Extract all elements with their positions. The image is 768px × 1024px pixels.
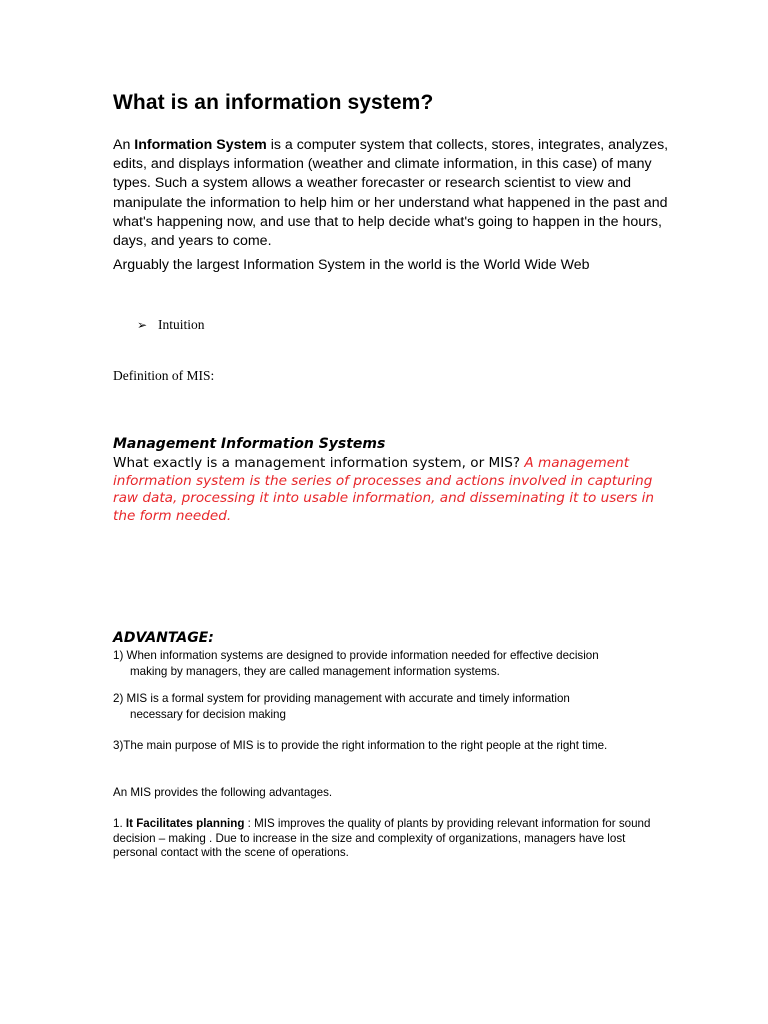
- advantage-item-1-line-1: 1) When information systems are designed to provide information needed for effective decision: [113, 649, 599, 662]
- definition-label: Definition of MIS:: [113, 368, 215, 383]
- intro-text: is a computer system that collects, stores, integrates, analyzes, edits, and displays information (weather and climate information, in this case) of many types. Such a system allows a weather forecaster or research scientist to view and manipulate the information to help him or her understand what happened in the past and what's happening now, and use that to help decide what's going to happen in the hours, days, and years to come.: [113, 137, 669, 250]
- advantages-intro: An MIS provides the following advantages.: [113, 786, 333, 799]
- mis-answer: A management information system is the series of processes and actions involved in capturing raw data, processing it into usable information, and disseminating it to users in the form needed.: [113, 455, 655, 524]
- arguably-sentence: Arguably the largest Information System in the world is the World Wide Web: [113, 257, 590, 273]
- advantage-heading: ADVANTAGE:: [113, 630, 214, 646]
- advantage-item-3-line-1: 3)The main purpose of MIS is to provide the right information to the right people at the right time.: [113, 739, 608, 752]
- mis-heading: Management Information Systems: [113, 436, 386, 452]
- advantage-item-2-line-2: necessary for decision making: [130, 707, 286, 721]
- advantage-item-2-line-1: 2) MIS is a formal system for providing management with accurate and timely information: [113, 692, 570, 705]
- intro-term: Information System: [134, 137, 267, 153]
- bullet-label: Intuition: [158, 317, 205, 332]
- advantage-item-3: [113, 738, 673, 754]
- arrow-bullet-icon: ➢: [137, 318, 148, 332]
- page-title: What is an information system?: [113, 91, 434, 114]
- intro-lead: An: [113, 137, 135, 153]
- advantage-item-1-line-2: making by managers, they are called management information systems.: [130, 664, 500, 678]
- point-term: It Facilitates planning: [125, 817, 245, 830]
- bullet-item-intuition: [137, 317, 205, 333]
- mis-question: What exactly is a management information system, or MIS?: [113, 455, 525, 471]
- point-number: 1.: [113, 817, 126, 830]
- advantage-item-2: [113, 691, 673, 722]
- advantage-point-1: [113, 817, 653, 861]
- mis-paragraph: [113, 455, 673, 525]
- point-text: : MIS improves the quality of plants by providing relevant information for sound decision – making . Due to increase in the size and complexity of organizations, managers have lost personal contact with the scene of operations.: [113, 817, 651, 859]
- intro-paragraph: [113, 136, 673, 251]
- advantage-item-1: [113, 648, 673, 679]
